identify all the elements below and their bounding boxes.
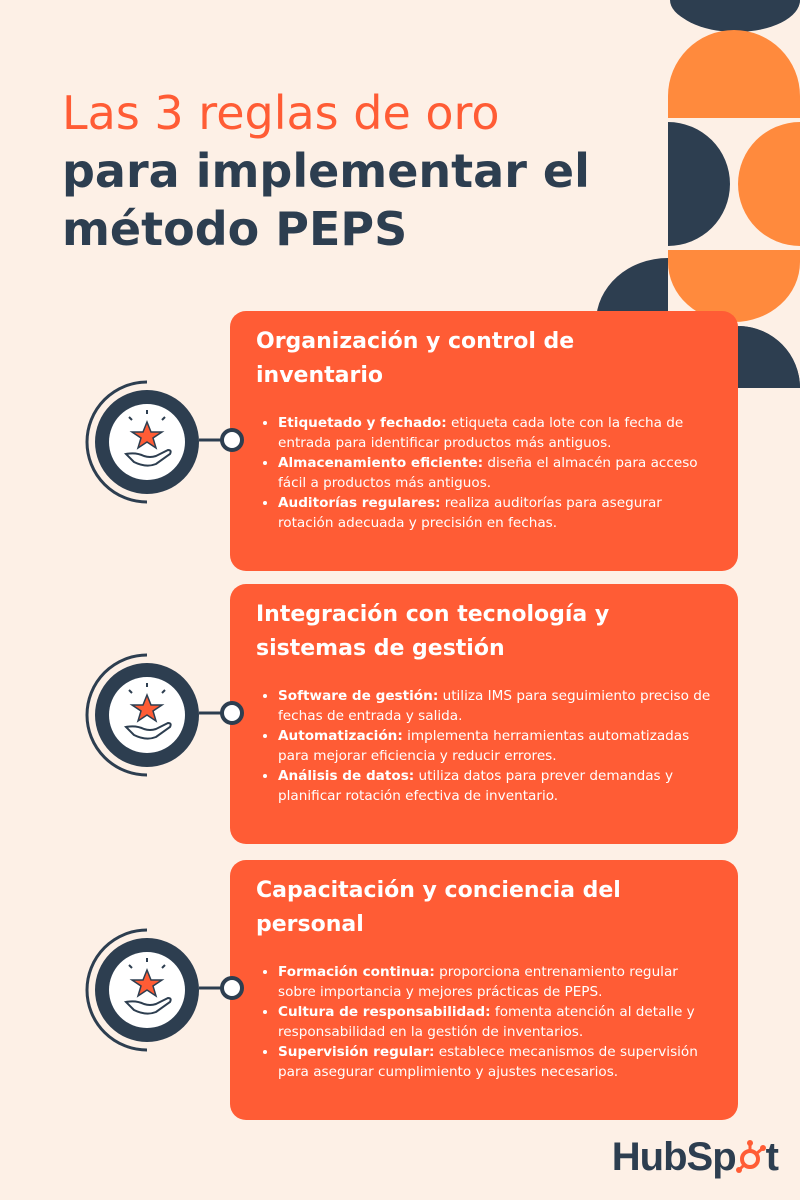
rule-list (256, 413, 714, 533)
page-title (62, 84, 622, 258)
rule-card-title: Capacitación y conciencia del personal (256, 878, 621, 937)
rule-card-1 (230, 311, 738, 571)
list-item: • Análisis de datos: utiliza datos para prever demandas y planificar rotación efectiva de inventario. (278, 766, 714, 806)
rule-card-title: Integración con tecnología y sistemas de gestión (256, 602, 610, 661)
sprocket-icon (736, 1139, 766, 1173)
title-line-3: método PEPS (62, 202, 408, 256)
rule-list (256, 962, 714, 1082)
rule-list (256, 686, 714, 806)
star-in-hand-icon (50, 908, 250, 1068)
list-item: • Supervisión regular: establece mecanismos de supervisión para asegurar cumplimiento y ajustes necesarios. (278, 1042, 714, 1082)
list-item: • Auditorías regulares: realiza auditorías para asegurar rotación adecuada y precisión en fechas. (278, 493, 714, 533)
list-item: • Software de gestión: utiliza IMS para seguimiento preciso de fechas de entrada y salida. (278, 686, 714, 726)
list-item: • Almacenamiento eficiente: diseña el almacén para acceso fácil a productos más antiguos. (278, 453, 714, 493)
title-line-2: para implementar el (62, 144, 590, 198)
star-in-hand-icon (50, 360, 250, 520)
star-in-hand-icon (50, 633, 250, 793)
list-item: • Automatización: implementa herramientas automatizadas para mejorar eficiencia y reducir errores. (278, 726, 714, 766)
list-item: • Etiquetado y fechado: etiqueta cada lote con la fecha de entrada para identificar productos más antiguos. (278, 413, 714, 453)
hubspot-logo: HubSp t (611, 1135, 778, 1179)
list-item: • Cultura de responsabilidad: fomenta atención al detalle y responsabilidad en la gestión de inventarios. (278, 1002, 714, 1042)
title-line-1: Las 3 reglas de oro (62, 86, 500, 140)
list-item: • Formación continua: proporciona entrenamiento regular sobre importancia y mejores prácticas de PEPS. (278, 962, 714, 1002)
rule-card-2 (230, 584, 738, 844)
rule-card-title: Organización y control de inventario (256, 329, 575, 388)
rule-card-3 (230, 860, 738, 1120)
